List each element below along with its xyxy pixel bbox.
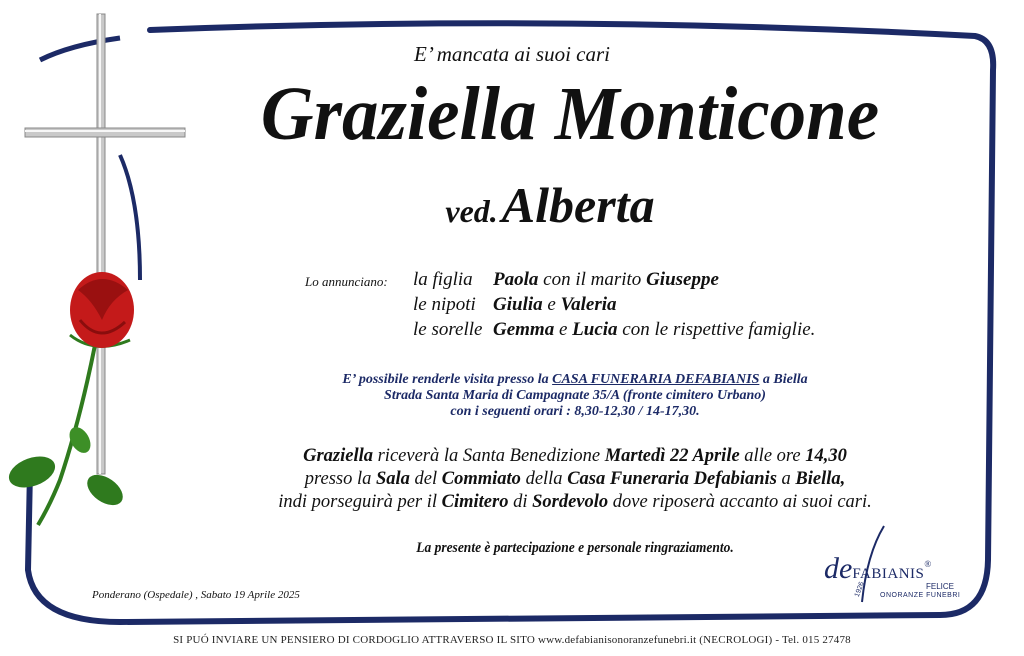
relation-label: le nipoti <box>413 294 476 315</box>
relative-row: Gemma e Lucia con le rispettive famiglie. <box>493 319 816 340</box>
relations-column <box>413 267 482 342</box>
intro-text: E’ mancata ai suoi cari <box>414 42 610 66</box>
visit-info: E’ possibile renderle visita presso la CASA FUNERARIA DEFABIANIS a Biella Strada Santa Maria di Campagnate 35/A (fronte cimitero Urbano) con i seguenti orari : 8,30-12,30 / 14-17,30. <box>342 372 808 419</box>
relative-row: Giulia e Valeria <box>493 294 617 315</box>
relation-label: le sorelle <box>413 319 483 340</box>
rose-icon <box>5 272 134 525</box>
cross-icon <box>25 14 185 474</box>
funeral-home-name: CASA FUNERARIA DEFABIANIS <box>552 372 760 387</box>
relative-row: Paola con il marito Giuseppe <box>493 269 719 290</box>
place-date: Ponderano (Ospedale) , Sabato 19 Aprile 2025 <box>92 589 300 601</box>
deceased-name: Graziella Monticone <box>260 72 880 156</box>
widow-name: Alberta <box>501 177 655 233</box>
widow-prefix: ved. <box>445 193 498 229</box>
relatives-names <box>493 267 815 342</box>
footer-text: SI PUÓ INVIARE UN PENSIERO DI CORDOGLIO ATTRAVERSO IL SITO www.defabianisonoranzefunebri.it (NECROLOGI) - Tel. 015 27478 <box>173 634 851 646</box>
ceremony-info: Graziella riceverà la Santa Benedizione Martedì 22 Aprile alle ore 14,30 presso la Sala del Commiato della Casa Funeraria Defabianis a Biella, indi porseguirà per il Cimitero di Sordevolo dove riposerà accanto ai suoi cari. <box>278 446 872 512</box>
widow-line <box>300 176 800 234</box>
announce-label: Lo annunciano: <box>305 274 388 289</box>
frame-left-swoosh <box>120 155 140 280</box>
defabianis-logo: deFABIANIS® FELICE ONORANZE FUNEBRI 1926 <box>822 524 972 604</box>
thanks-text: La presente è partecipazione e personale ringraziamento. <box>416 540 734 556</box>
relation-label: la figlia <box>413 269 473 290</box>
